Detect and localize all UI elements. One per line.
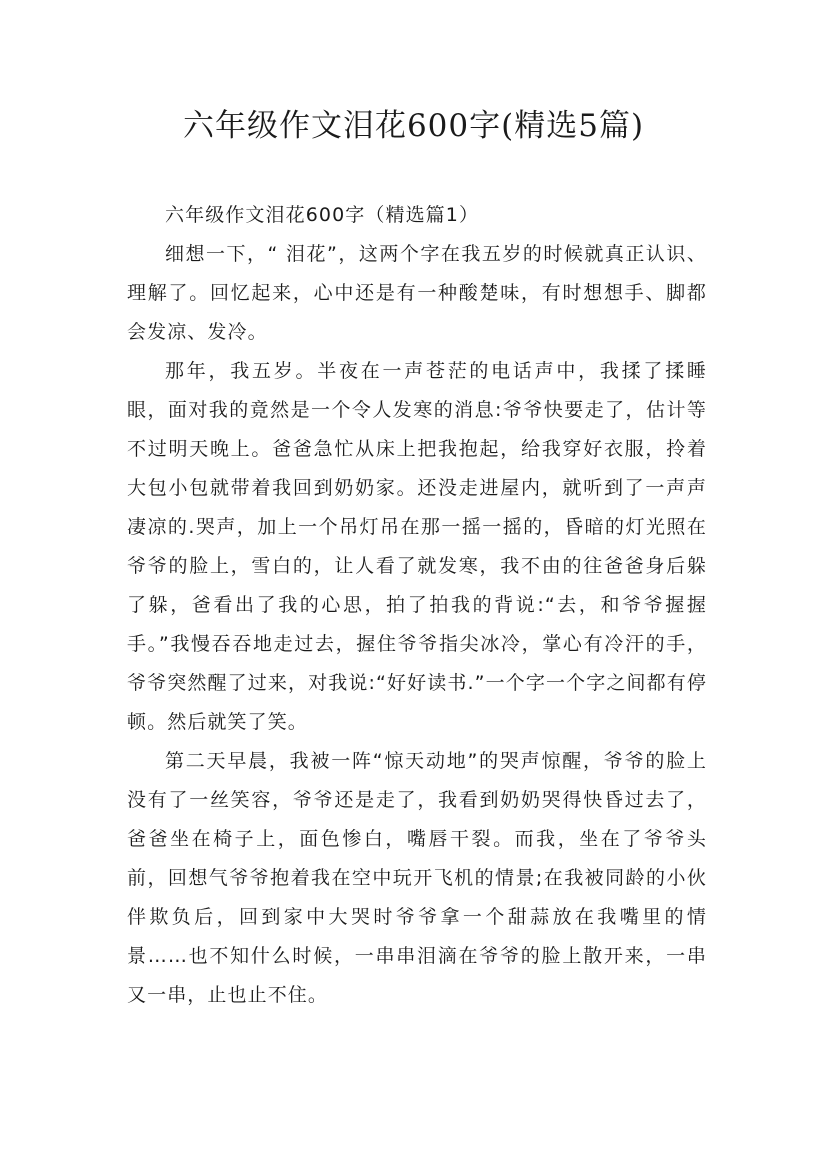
section-heading: 六年级作文泪花600字（精选篇1）	[165, 204, 480, 226]
paragraph: 那年，我五岁。半夜在一声苍茫的电话声中，我揉了揉睡眼，面对我的竟然是一个令人发寒的消息:爷爷快要走了，估计等不过明天晚上。爸爸急忙从床上把我抱起，给我穿好衣服，拎着大包小包就带着我回到奶奶家。还没走进屋内，就听到了一声声凄凉的.哭声，加上一个吊灯吊在那一摇一摇的，昏暗的灯光照在爷爷的脸上，雪白的，让人看了就发寒，我不由的往爸爸身后躲了躲，爸看出了我的心思，拍了拍我的背说:“去，和爷爷握握手。”我慢吞吞地走过去，握住爷爷指尖冰冷，掌心有冷汗的手，爷爷突然醒了过来，对我说:“好好读书.”一个字一个字之间都有停顿。然后就笑了笑。	[127, 360, 707, 733]
paragraph: 细想一下，“ 泪花”，这两个字在我五岁的时候就真正认识、理解了。回忆起来，心中还是有一种酸楚味，有时想想手、脚都会发凉、发冷。	[127, 243, 707, 343]
document-body	[127, 196, 707, 1015]
paragraph: 第二天早晨，我被一阵“惊天动地”的哭声惊醒，爷爷的脸上没有了一丝笑容，爷爷还是走了，我看到奶奶哭得快昏过去了，爸爸坐在椅子上，面色惨白，嘴唇干裂。而我，坐在了爷爷头前，回想气爷爷抱着我在空中玩开飞机的情景;在我被同龄的小伙伴欺负后，回到家中大哭时爷爷拿一个甜蒜放在我嘴里的情景……也不知什么时候，一串串泪滴在爷爷的脸上散开来，一串又一串，止也止不住。	[127, 750, 707, 1006]
document-title: 六年级作文泪花600字(精选5篇)	[182, 108, 645, 144]
